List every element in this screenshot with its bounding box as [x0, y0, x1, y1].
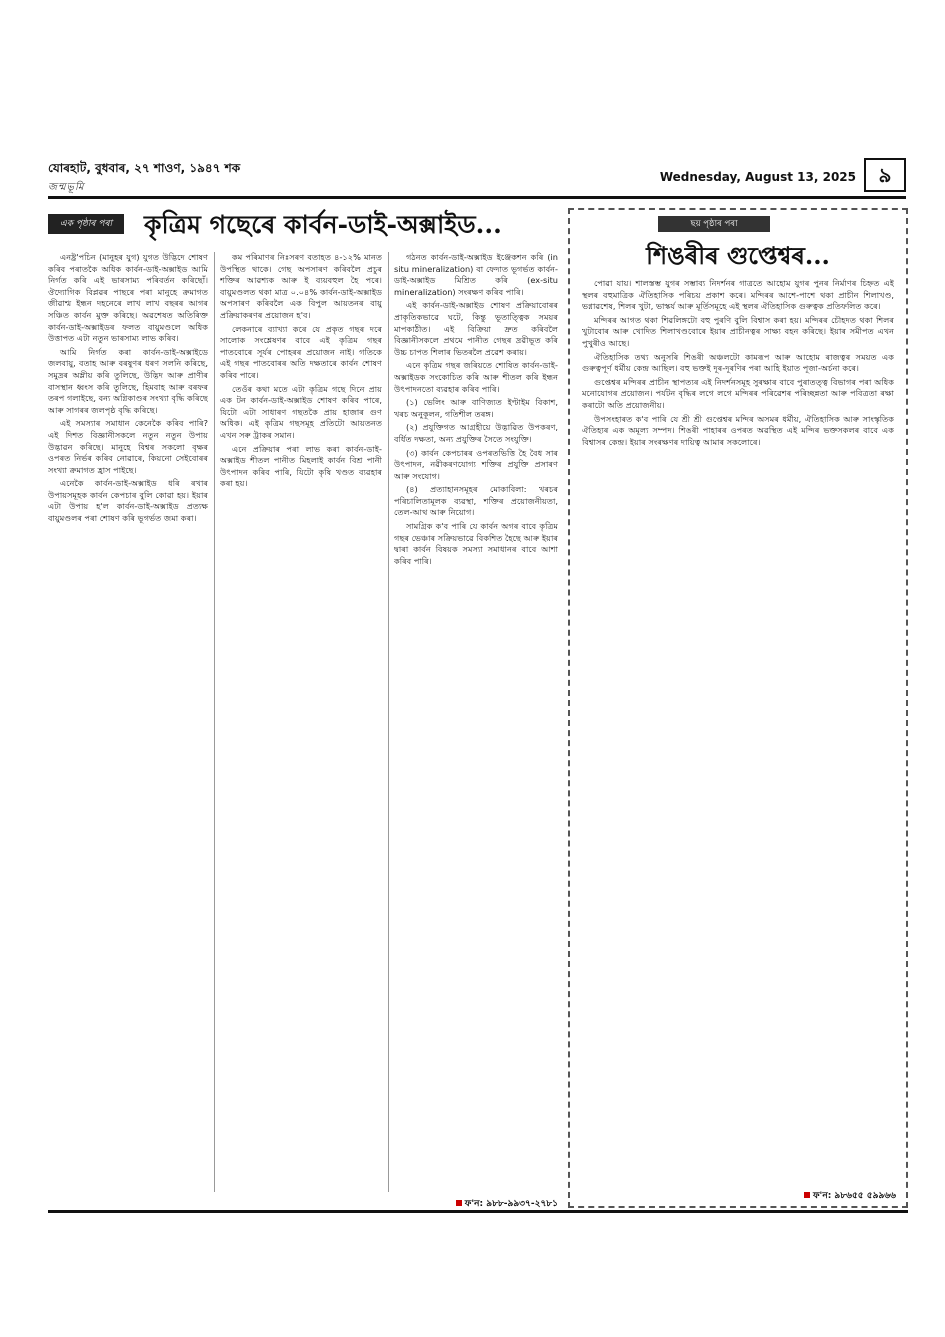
phone-number: ফ'ন: ৯৮৬৫৫ ৫৯৯৬৬	[812, 1191, 896, 1201]
article-column-2	[220, 252, 382, 1192]
article-column-1	[48, 252, 208, 1192]
column-divider	[214, 252, 215, 1192]
paragraph: গুপ্তেশ্বৰ মন্দিৰৰ প্ৰাচীন স্থাপত্যৰ এই নিদৰ্শনসমূহ সুৰক্ষাৰ বাবে পুৰাতত্ত্ব বিভাগৰ পৰা অধিক মনোযোগৰ প্ৰয়োজন। পৰ্যটন বৃদ্ধিৰ লগে লগে মন্দিৰৰ পৰিৱেশৰ পৰিচ্ছন্নতা আৰু পবিত্ৰতা ৰক্ষা কৰাটো অতি প্ৰয়োজনীয়।	[582, 376, 894, 410]
paragraph: এনেকৈ কাৰ্বন-ডাই-অক্সাইড ধৰি ৰখাৰ উপায়সমূহক কাৰ্বন কেপচাৰ বুলি কোৱা হয়। ইয়াৰ এটা উপায় হ'ল কাৰ্বন-ডাই-অক্সাইড প্ৰত্যক্ষ বায়ুমণ্ডলৰ পৰা শোষণ কৰি ভূগৰ্ভত জমা কৰা।	[48, 478, 208, 524]
header-rule	[48, 196, 906, 199]
newspaper-logo: জন্মভূমি	[48, 182, 85, 193]
article-headline: শিঙৰীৰ গুপ্তেশ্বৰ...	[646, 241, 830, 270]
paragraph: এনে প্ৰক্ৰিয়াৰ পৰা লাভ কৰা কাৰ্বন-ডাই-অক্সাইড শীতল পানীত মিহলাই কাৰ্বন বিশ্ৰ পানী উৎপাদন কৰিব পাৰি, যিটো কৃষি খণ্ডত ব্যৱহাৰ কৰা হয়।	[220, 443, 382, 489]
paragraph: মন্দিৰৰ আগত থকা শিৱলিঙ্গটো বহু পুৰণি বুলি বিশ্বাস কৰা হয়। মন্দিৰৰ চৌহদত থকা শিলৰ খুটাবোৰ আৰু খোদিত শিলাখণ্ডবোৰে ইয়াৰ প্ৰাচীনত্বৰ সাক্ষ্য বহন কৰিছে। ইয়াৰ সমীপত এখন পুখুৰীও আছে।	[582, 314, 894, 348]
square-bullet-icon	[456, 1200, 462, 1206]
article-body	[582, 278, 894, 1178]
masthead	[48, 158, 906, 202]
paragraph: এই সমস্যাৰ সমাধান কেনেকৈ কৰিব পাৰি? এই দিশত বিজ্ঞানীসকলে নতুন নতুন উপায় উদ্ভাৱন কৰিছে। মানুহে বিশ্বৰ সকলো বৃক্ষৰ ওপৰত নিৰ্ভৰ কৰিব নোৱাৰে, কিয়নো সেইবোৰৰ সংখ্যা ক্ৰমাগত হ্ৰাস পাইছে।	[48, 418, 208, 475]
paragraph: এনষ্ট্ৰ'পচিন (মানুহৰ যুগ) যুগত উদ্ভিদে শোষণ কৰিব পৰাতকৈ অধিক কাৰ্বন-ডাই-অক্সাইড আমি নিৰ্গত কৰি এই ভাৰসাম্য পৰিবৰ্তন কৰিছোঁ। ঔদ্যোগিক বিপ্লৱৰ পাছৰে পৰা মানুহে ক্ৰমাগত জীৱাশ্ম ইন্ধন দহনেৰে লাখ লাখ বছৰৰ আগৰ সঞ্চিত কাৰ্বন মুক্ত কৰিছে। অৱশেষত অতিৰিক্ত কাৰ্বন-ডাই-অক্সাইডৰ ফলত বায়ুমণ্ডলে অধিক উত্তাপত এটা নতুন ভাৰসাম্য লাভ কৰিব।	[48, 252, 208, 344]
continued-from-label: এক পৃষ্ঠাৰ পৰা	[48, 214, 124, 234]
article-column-3	[394, 252, 558, 1192]
paragraph: সামগ্ৰিক ক'ব পাৰি যে কাৰ্বন অগৰ বাবে কৃত্ৰিম গছৰ ভেঞ্চাৰ সক্ৰিয়ভাৱে বিকশিত হৈছে আৰু ইয়াৰ দ্বাৰা কাৰ্বন বিষয়ক সমস্যা সমাধানৰ বাবে আশা কৰিব পাৰি।	[394, 521, 558, 566]
author-contact	[456, 1196, 558, 1211]
continued-from-label: ছয় পৃষ্ঠাৰ পৰা	[658, 216, 770, 232]
paragraph: উপসংহাৰত ক'ব পাৰি যে শ্ৰী শ্ৰী গুপ্তেশ্বৰ মন্দিৰ অসমৰ ধৰ্মীয়, ঐতিহাসিক আৰু সাংস্কৃতিক ঐতিহ্যৰ এক অমূল্য সম্পদ। শিঙৰী পাহাৰৰ ওপৰত অৱস্থিত এই মন্দিৰ ভক্তসকলৰ বাবে এক বিশ্বাসৰ কেন্দ্ৰ। ইয়াৰ সংৰক্ষণৰ দায়িত্ব আমাৰ সকলোৰে।	[582, 413, 894, 447]
article-headline: কৃত্ৰিম গছেৰে কাৰ্বন-ডাই-অক্সাইড...	[144, 210, 502, 239]
article-columns	[48, 252, 558, 1192]
paragraph: (২) প্ৰযুক্তিগত আগ্ৰহীয়ে উদ্ভাৱিত উপকৰণ, বৰ্ধিত দক্ষতা, অন্য প্ৰযুক্তিৰ সৈতে সংযুক্তি।	[394, 422, 558, 444]
paragraph: এনে কৃত্ৰিম গছৰ জৰিয়তে শোষিত কাৰ্বন-ডাই-অক্সাইডক সংকোচিত কৰি আৰু শীতল কৰি ইন্ধন উৎপাদনতো ব্যৱহাৰ কৰিব পাৰি।	[394, 360, 558, 394]
paragraph: তেওঁৰ কথা মতে এটা কৃত্ৰিম গছে দিনে প্ৰায় এক টন কাৰ্বন-ডাই-অক্সাইড শোষণ কৰিব পাৰে, যিটো এটা সাধাৰণ গছতকৈ প্ৰায় হাজাৰ গুণ অধিক। এই কৃত্ৰিম গছসমূহ প্ৰতিটো আয়তনত এখন সৰু ট্ৰাকৰ সমান।	[220, 383, 382, 440]
article-gupteswar	[568, 208, 908, 1208]
paragraph: লেকনাৰে ব্যাখ্যা কৰে যে প্ৰকৃত গছৰ দৰে সালোক সংশ্লেষণৰ বাবে এই কৃত্ৰিম গছৰ পাতবোৰে সূৰ্যৰ পোহৰৰ প্ৰয়োজন নাই। গতিকে এই গছৰ পাতবোৰৰ অতি দক্ষতাৰে কাৰ্বন শোষণ কৰিব পাৰে।	[220, 323, 382, 380]
footer-rule	[48, 1210, 908, 1213]
paragraph: কম পৰিমাণৰ নিঃসৰণ বতাহত ৪-১২% মানত উপস্থিত থাকে। গেছ অপসাৰণ কৰিবলৈ প্ৰচুৰ শক্তিৰ আৱশ্যক আৰু ই ব্যয়বহুল হৈ পৰে। বায়ুমণ্ডলত থকা মাত্ৰ ০.০৪% কাৰ্বন-ডাই-অক্সাইড অপসাৰণ কৰিবলৈ এক বিপুল আয়তনৰ বায়ু প্ৰক্ৰিয়াকৰণৰ প্ৰয়োজন হ'ব।	[220, 252, 382, 320]
paragraph: পোৱা যায়। শালস্তম্ভ যুগৰ সম্ভাব্য নিদৰ্শনৰ গাত্ৰতে আহোম যুগৰ পুনৰ নিৰ্মাণৰ চিহ্নত এই স্থলৰ বহুমাত্ৰিক ঐতিহাসিক পৰিচয় প্ৰকাশ কৰে। মন্দিৰৰ আশে-পাশে থকা প্ৰাচীন শিলাখণ্ড, ভগ্নাৱশেষ, শিলৰ খুটা, ভাস্কৰ্য আৰু মূৰ্তিসমূহে এই স্থলৰ ঐতিহাসিক গুৰুত্বক প্ৰতিফলিত কৰে।	[582, 278, 894, 312]
paragraph: (৪) প্ৰত্যাহানসমূহৰ মোকাবিলা: খৰচৰ পৰিচালিতামূলক ব্যৱস্থা, শক্তিৰ প্ৰয়োজনীয়তা, তেল-আথ আৰু নিয়োগ।	[394, 484, 558, 518]
article-artificial-trees	[48, 208, 558, 1208]
paragraph: (১) ভেলিং আৰু বাণিজ্যত ইণ্টাইম বিকাশ, খৰচ অনুকূলন, গতিশীল তৰঙ্গ।	[394, 397, 558, 419]
square-bullet-icon	[804, 1192, 810, 1198]
paragraph: এই কাৰ্বন-ডাই-অক্সাইড শোষণ প্ৰক্ৰিয়াবোৰৰ প্ৰাকৃতিকভাৱে ঘটে, কিন্তু ভূতাত্ত্বিক সময়ৰ মাপকাঠীত। এই বিক্ৰিয়া দ্ৰুত কৰিবলৈ বিজ্ঞানীসকলে প্ৰথমে পানীত গেছৰ দ্ৰৱীভূত কৰি উচ্চ চাপত শিলাৰ ভিতৰলৈ প্ৰৱেশ কৰায়।	[394, 300, 558, 357]
author-contact	[804, 1188, 896, 1203]
paragraph: ঐতিহাসিক তথ্য অনুসৰি শিঙৰী অঞ্চলটো কামৰূপ আৰু আহোম ৰাজত্বৰ সময়ত এক গুৰুত্বপূৰ্ণ ধৰ্মীয় কেন্দ্ৰ আছিল। বহু ভক্তই দূৰ-দূৰণিৰ পৰা আহি ইয়াত পূজা-অৰ্চনা কৰে।	[582, 351, 894, 374]
page-number: ৯	[864, 158, 906, 192]
paragraph: গঠনত কাৰ্বন-ডাই-অক্সাইড ইঞ্জেকশন কৰি (in situ mineralization) বা ফেদাত ভূগৰ্ভত কাৰ্বন-ডাই-অক্সাইড মিশ্ৰিত কৰি (ex-situ mineralization) সংৰক্ষণ কৰিব পাৰি।	[394, 252, 558, 297]
column-divider	[388, 252, 389, 1192]
header-date-local: যোৰহাট, বুধবাৰ, ২৭ শাওণ, ১৯৪৭ শক	[48, 161, 241, 175]
phone-number: ফ'ন: ৯৮৮-৯৯৩৭-২৭৮১	[464, 1199, 558, 1209]
header-date-english: Wednesday, August 13, 2025	[659, 170, 856, 184]
paragraph: আমি নিৰ্গত কৰা কাৰ্বন-ডাই-অক্সাইডে জলবায়ু, বতাহ আৰু বৰষুণৰ ধৰণ সলনি কৰিছে, সমুদ্ৰৰ অম্লীয় কৰি তুলিছে, উদ্ভিদ আৰু প্ৰাণীৰ বাসস্থান ধ্বংস কৰি তুলিছে, হিমবাহ আৰু বৰফৰ তৰপ গলাইছে, বন্য অগ্নিকাণ্ডৰ সংখ্যা বৃদ্ধি কৰিছে আৰু সাগৰৰ জলপৃষ্ঠ বৃদ্ধি কৰিছে।	[48, 346, 208, 415]
paragraph: (৩) কাৰ্বন কেপচাৰৰ ওপৰতভিত্তি হৈ বৈধ সাৰ উৎপাদন, নৱীকৰণযোগ্য শক্তিৰ প্ৰযুক্তি প্ৰসাৰণ আৰু সংযোগ।	[394, 447, 558, 481]
